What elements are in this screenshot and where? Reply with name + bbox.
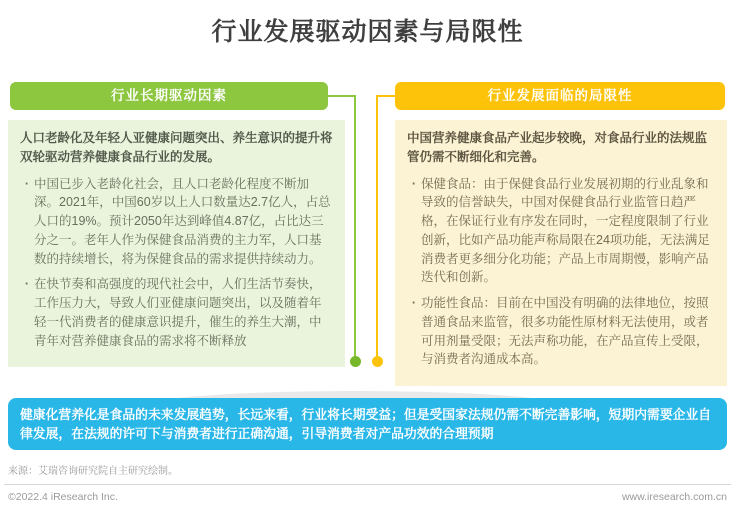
green-connector-horizontal (328, 95, 356, 97)
yellow-connector-dot (372, 356, 383, 367)
yellow-connector-vertical (376, 95, 378, 358)
list-item (20, 275, 333, 350)
right-bullet-1: · 保健食品：由于保健食品行业发展初期的行业乱象和导致的信誉缺失，中国对保健食品行业监管日趋严格，在保证行业有序发在同时，一定程度限制了行业创新，比如产品功能声称局限在24项功能，无法满足消费者更多细分化功能；产品上市周期慢，影响产品迭代和创新。 (421, 176, 710, 285)
website-link[interactable]: www.iresearch.com.cn (621, 491, 727, 503)
list-item (407, 175, 715, 288)
left-content-box (8, 120, 345, 367)
right-intro-text: 中国营养健康食品产业起步较晚，对食品行业的法规监管仍需不断细化和完善。 (407, 131, 708, 164)
left-bullet-2: · 在快节奏和高强度的现代社会中，人们生活节奏快，工作压力大，导致人们亚健康问题突出，以及随着年轻一代消费者的健康意识提升，催生的养生大潮，中青年对营养健康食品的需求将不断释放 (34, 277, 322, 348)
right-content-box (395, 120, 727, 386)
summary-banner: 健康化营养化是食品的未来发展趋势，长远来看，行业将长期受益；但是受国家法规仍需不断完善影响，短期内需要企业自律发展，在法规的许可下与消费者进行正确沟通，引导消费者对产品功效的合理预期 (8, 398, 727, 450)
yellow-connector-horizontal (378, 95, 396, 97)
copyright-text: ©2022.4 iResearch Inc. (8, 491, 118, 503)
green-connector-dot (350, 356, 361, 367)
right-bullet-2: · 功能性食品：目前在中国没有明确的法律地位，按照普通食品来监管，很多功能性原材料无法使用，或者可用剂量受限；无法声称功能，在产品宣传上受限，与消费者沟通成本高。 (421, 296, 709, 367)
list-item (20, 175, 333, 269)
left-bullet-1: · 中国已步入老龄化社会，且人口老龄化程度不断加深。2021年，中国60岁以上人口数量达2.7亿人，占总人口的19%。预计2050年达到峰值4.87亿，占比达三分之一。老年人作为保健食品消费的主力军，人口基数的持续增长，将为保健食品的需求提供持续动力。 (34, 176, 331, 266)
source-note: 来源：艾瑞咨询研究院自主研究绘制。 (8, 466, 178, 477)
footer-divider (4, 484, 731, 485)
right-panel-header: 行业发展面临的局限性 (395, 82, 725, 110)
left-panel-header: 行业长期驱动因素 (10, 82, 328, 110)
green-connector-vertical (354, 95, 356, 358)
page-title: 行业发展驱动因素与局限性 (211, 18, 524, 46)
left-intro-text: 人口老龄化及年轻人亚健康问题突出、养生意识的提升将双轮驱动营养健康食品行业的发展。 (20, 131, 333, 164)
list-item (407, 294, 715, 369)
